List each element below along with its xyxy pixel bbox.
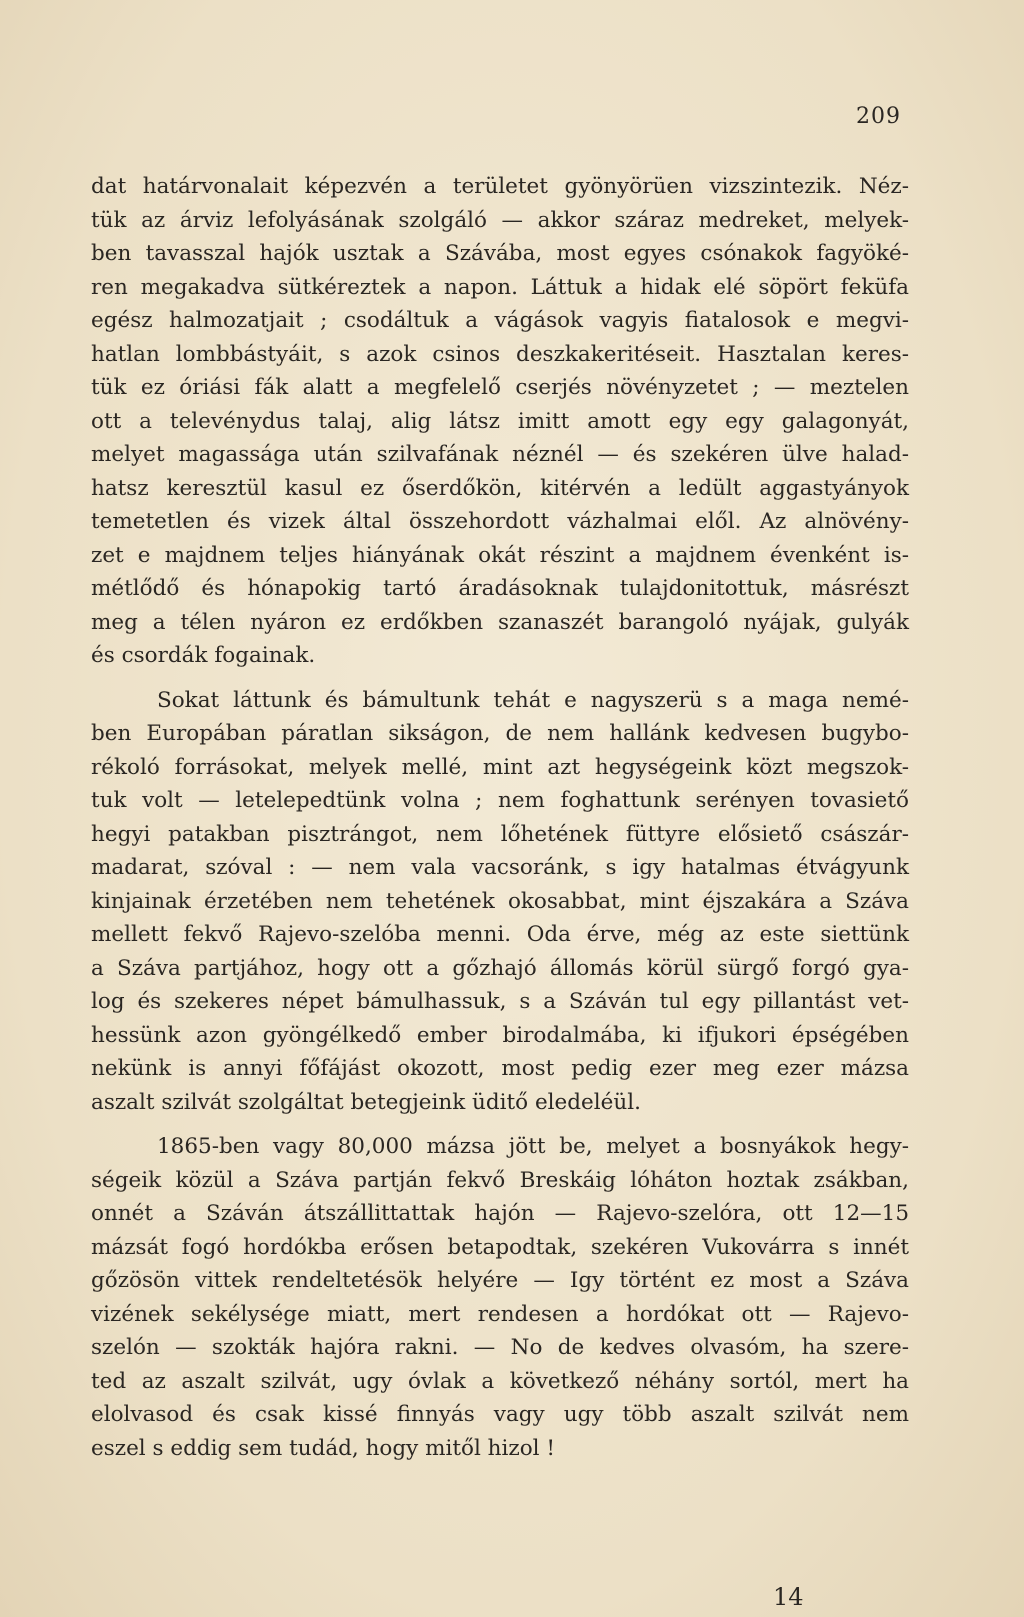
text-line: ségeik közül a Száva partján fekvő Breskáig lóháton hoztak zsákban, <box>91 1167 909 1193</box>
text-line: Sokat láttunk és bámultunk tehát e nagyszerü s a maga nemé- <box>157 687 909 713</box>
paragraph <box>91 1130 909 1465</box>
text-line: tuk volt — letelepedtünk volna ; nem foghattunk serényen tovasiető <box>91 788 909 813</box>
text-line: meg a télen nyáron ez erdőkben szanaszét barangoló nyájak, gulyák <box>91 609 909 635</box>
text-line: ben Europában páratlan sikságon, de nem hallánk kedvesen bugybo- <box>91 721 909 746</box>
text-line: 1865-ben vagy 80,000 mázsa jött be, melyet a bosnyákok hegy- <box>157 1134 909 1159</box>
text-line: ben tavasszal hajók usztak a Szávába, most egyes csónakok fagyöké- <box>91 241 909 266</box>
text-line: onnét a Száván átszállittattak hajón — Rajevo-szelóra, ott 12—15 <box>91 1201 909 1226</box>
text-line: szelón — szokták hajóra rakni. — No de kedves olvasóm, ha szere- <box>91 1335 909 1360</box>
text-line: melyet magassága után szilvafának néznél — és szekéren ülve halad- <box>91 442 909 467</box>
text-line: és csordák fogainak. <box>91 643 316 668</box>
text-line: rékoló forrásokat, melyek mellé, mint azt hegységeink közt megszok- <box>91 754 909 780</box>
page-number: 209 <box>856 104 901 129</box>
text-line: eszel s eddig sem tudád, hogy mitől hizol ! <box>91 1435 556 1461</box>
text-line: ott a televénydus talaj, alig látsz imitt amott egy egy galagonyát, <box>91 408 909 434</box>
text-line: egész halmozatjait ; csodáltuk a vágások vagyis fiatalosok e megvi- <box>91 308 909 333</box>
text-line: mellett fekvő Rajevo-szelóba menni. Oda érve, még az este siettünk <box>91 922 909 947</box>
text-line: hatsz keresztül kasul ez őserdőkön, kitérvén a ledült aggastyányok <box>91 475 909 501</box>
text-line: kinjainak érzetében nem tehetének okosabbat, mint éjszakára a Száva <box>91 888 909 914</box>
text-line: tük ez óriási fák alatt a megfelelő cserjés növényzetet ; — meztelen <box>91 375 909 400</box>
text-line: zet e majdnem teljes hiányának okát részint a majdnem évenként is- <box>91 542 909 568</box>
text-line: gőzösön vittek rendeltetésök helyére — Igy történt ez most a Száva <box>91 1268 909 1293</box>
text-line: ted az aszalt szilvát, ugy óvlak a következő néhány sortól, mert ha <box>91 1368 909 1394</box>
text-line: ren megakadva sütkéreztek a napon. Láttuk a hidak elé söpört feküfa <box>91 274 909 300</box>
paragraph <box>91 170 909 673</box>
text-line: mázsát fogó hordókba erősen betapodtak, szekéren Vukovárra s innét <box>91 1234 909 1260</box>
body-text <box>91 170 909 1465</box>
text-line: tük az árviz lefolyásának szolgáló — akkor száraz medreket, melyek- <box>91 207 909 233</box>
text-line: elolvasod és csak kissé finnyás vagy ugy több aszalt szilvát nem <box>91 1402 909 1427</box>
text-line: temetetlen és vizek által összehordott vázhalmai elől. Az alnövény- <box>91 509 909 534</box>
text-line: madarat, szóval : — nem vala vacsoránk, s igy hatalmas étvágyunk <box>91 855 909 880</box>
text-line: hegyi patakban pisztrángot, nem lőhetének füttyre elősiető császár- <box>91 821 909 847</box>
paragraph-gap <box>91 1119 909 1130</box>
signature-mark: 14 <box>773 1583 804 1611</box>
paragraph-gap <box>91 673 909 684</box>
text-line: log és szekeres népet bámulhassuk, s a Száván tul egy pillantást vet- <box>91 989 909 1014</box>
text-line: hatlan lombbástyáit, s azok csinos deszkakeritéseit. Hasztalan keres- <box>91 341 909 367</box>
text-line: métlődő és hónapokig tartó áradásoknak tulajdonitottuk, másrészt <box>91 576 909 601</box>
text-line: aszalt szilvát szolgáltat betegjeink üditő eledeléül. <box>91 1089 641 1115</box>
text-line: nekünk is annyi főfájást okozott, most pedig ezer meg ezer mázsa <box>91 1056 909 1081</box>
text-line: dat határvonalait képezvén a területet gyönyörüen vizszintezik. Néz- <box>91 174 909 199</box>
paragraph <box>91 684 909 1120</box>
text-line: a Száva partjához, hogy ott a gőzhajó állomás körül sürgő forgó gya- <box>91 955 909 981</box>
text-line: hessünk azon gyöngélkedő ember birodalmába, ki ifjukori épségében <box>91 1022 909 1048</box>
text-line: vizének sekélysége miatt, mert rendesen a hordókat ott — Rajevo- <box>91 1301 909 1327</box>
